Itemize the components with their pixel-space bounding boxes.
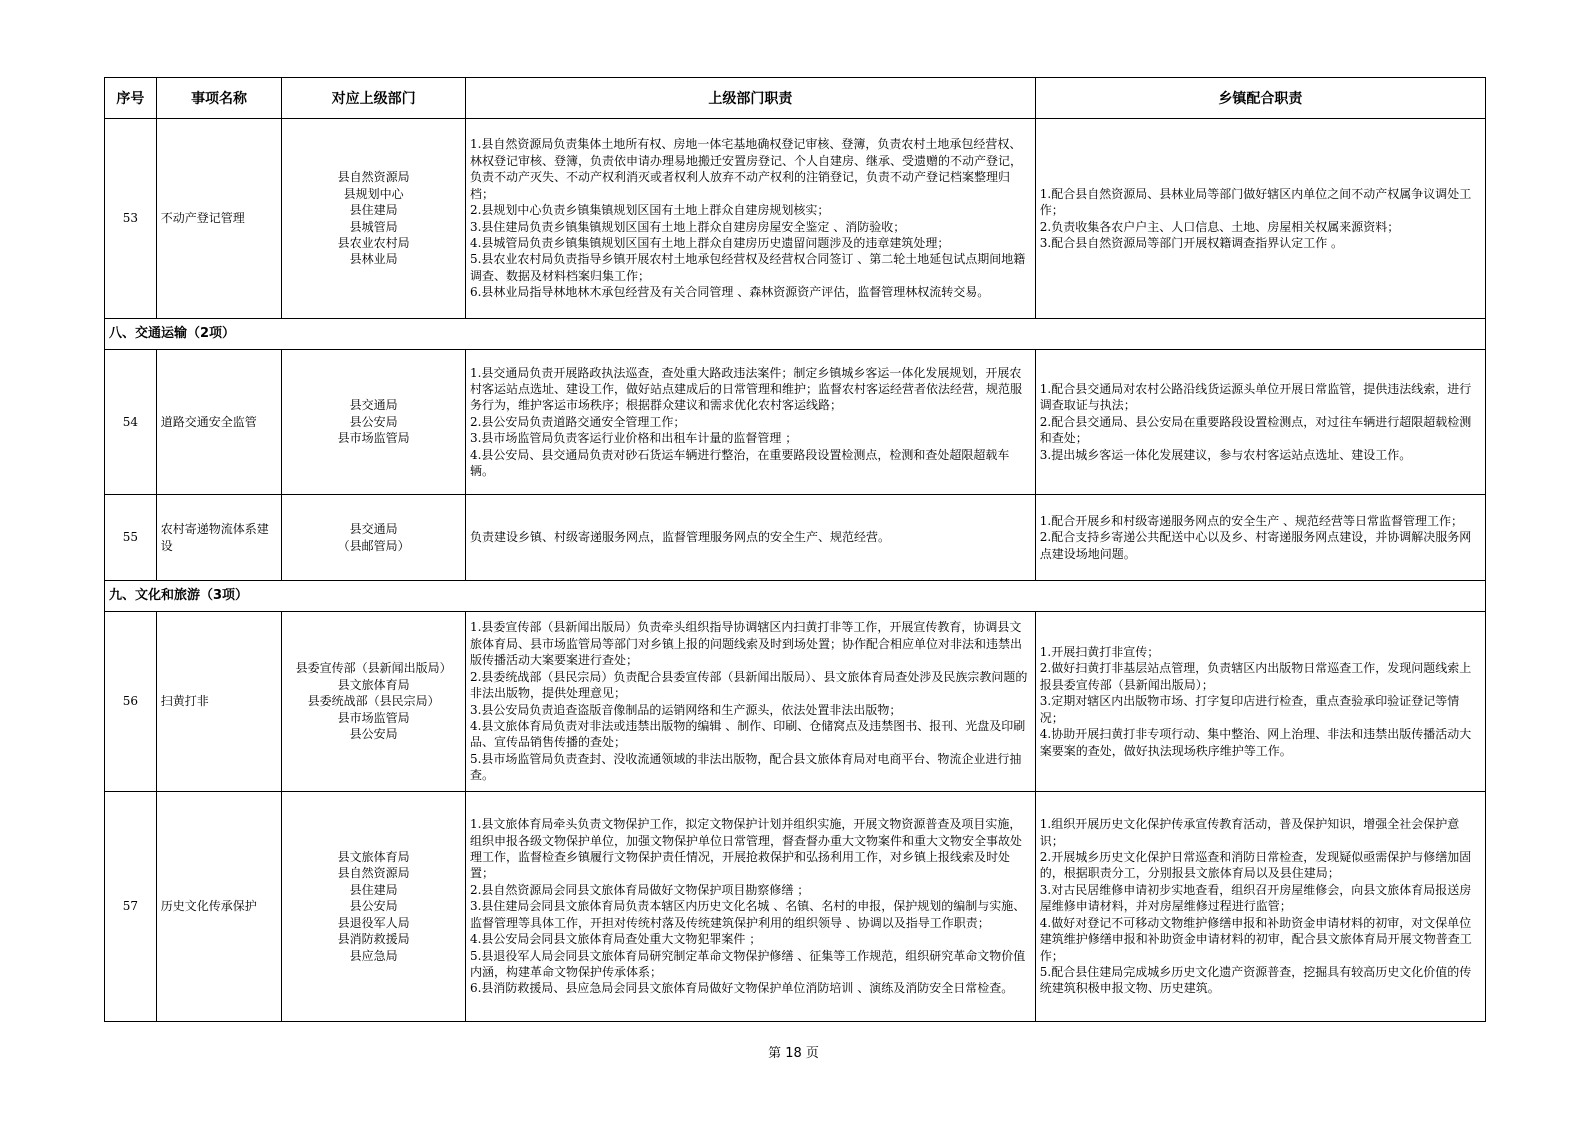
coop-line: 3.对古民居维修申请初步实地查看，组织召开房屋维修会，向县文旅体育局报送房屋维修申请材料，并对房屋维修过程进行监管；	[1039, 882, 1472, 914]
dept-line: 县交通局	[349, 398, 398, 413]
coop-line: 1.配合县自然资源局、县林业局等部门做好辖区内单位之间不动产权属争议调处工作；	[1039, 186, 1472, 218]
coop-line: 2.配合支持乡寄递公共配送中心以及乡、村寄递服务网点建设，并协调解决服务网点建设场地问题。	[1039, 530, 1472, 561]
duty-line: 1.县文旅体育局牵头负责文物保护工作，拟定文物保护计划并组织实施，开展文物资源普查及项目实施，组织申报各级文物保护单位，加强文物保护单位日常管理，督查督办重大文物案件和重大文物安全事故处理工作，监督检查乡镇履行文物保护责任情况，开展抢救保护和弘扬利用工作，对乡镇上报线索及时处置；	[469, 817, 1022, 881]
coop-line: 2.负责收集各农户户主、人口信息、土地、房屋相关权属来源资料；	[1039, 219, 1400, 234]
dept-line: 县规划中心	[343, 186, 404, 201]
section-row	[105, 319, 1486, 350]
coop-line: 5.配合县住建局完成城乡历史文化遗产资源普查，挖掘具有较高历史文化价值的传统建筑积极申报文物、历史建筑。	[1039, 964, 1472, 996]
duty-line: 2.县公安局负责道路交通安全管理工作；	[469, 414, 686, 429]
dept-line: 县市场监管局	[337, 431, 410, 446]
duty-line: 5.县退役军人局会同县文旅体育局研究制定革命文物保护修缮 、征集等工作规范，组织研究革命文物价值内涵，构建革命文物保护传承体系；	[469, 948, 1026, 979]
row-index: 54	[105, 350, 157, 495]
dept-line: 县文旅体育局	[337, 850, 410, 865]
row-index: 57	[105, 792, 157, 1022]
coop-line: 1.开展扫黄打非宣传；	[1039, 645, 1160, 660]
coop-line: 2.做好扫黄打非基层站点管理，负责辖区内出版物日常巡查工作，发现问题线索上报县委宣传部（县新闻出版局）；	[1039, 661, 1472, 692]
duty-line: 3.县住建局会同县文旅体育局负责本辖区内历史文化名城 、名镇、名村的申报，保护规划的编制与实施、监督管理等具体工作，开担对传统村落及传统建筑保护利用的组织领导 、协调以及指导工作职责；	[469, 899, 1026, 930]
duty-line: 6.县消防救援局、县应急局会同县文旅体育局做好文物保护单位消防培训 、演练及消防安全日常检查。	[469, 981, 1014, 996]
dept-line: 县公安局	[349, 414, 398, 429]
coop-line: 2.开展城乡历史文化保护日常巡查和消防日常检查，发现疑似亟需保护与修缮加固的，根据职责分工，分别报县文旅体育局以及县住建局；	[1039, 850, 1472, 881]
duty-line: 2.县规划中心负责乡镇集镇规划区国有土地上群众自建房规划核实；	[469, 203, 830, 218]
item-name: 道路交通安全监管	[156, 350, 282, 495]
duties-table	[104, 77, 1486, 1022]
dept-line: （县邮管局）	[337, 538, 410, 553]
dept-line: 县委统战部（县民宗局）	[307, 694, 440, 709]
duty-line: 负责建设乡镇、村级寄递服务网点，监督管理服务网点的安全生产、规范经营。	[469, 530, 890, 545]
coop-line: 3.提出城乡客运一体化发展建议，参与农村客运站点选址、建设工作。	[1039, 447, 1412, 462]
dept-line: 县住建局	[349, 203, 398, 218]
coop-cell	[1035, 495, 1485, 581]
duties-cell	[465, 612, 1035, 792]
dept-line: 县退役军人局	[337, 915, 410, 930]
duty-line: 3.县公安局负责追查盗版音像制品的运销网络和生产源头，依法处置非法出版物；	[469, 702, 902, 717]
duty-line: 5.县农业农村局负责指导乡镇开展农村土地承包经营权及经营权合同签订 、第二轮土地延包试点期间地籍调查、数据及材料档案归集工作；	[469, 252, 1026, 283]
dept-cell	[282, 495, 466, 581]
dept-line: 县交通局	[349, 522, 398, 537]
duty-line: 1.县交通局负责开展路政执法巡查，查处重大路政违法案件；制定乡镇城乡客运一体化发展规划，开展农村客运站点选址、建设工作，做好站点建成后的日常管理和维护；监督农村客运经营者依法经营，规范服务行为，维护客运市场秩序；根据群众建议和需求优化农村客运线路；	[469, 365, 1022, 413]
header-row	[105, 78, 1486, 119]
duty-line: 4.县公安局、县交通局负责对砂石货运车辆进行整治，在重要路段设置检测点，检测和查处超限超载车辆。	[469, 447, 1010, 479]
dept-line: 县文旅体育局	[337, 677, 410, 692]
dept-line: 县自然资源局	[337, 170, 410, 185]
item-name: 历史文化传承保护	[156, 792, 282, 1022]
table-row	[105, 612, 1486, 792]
dept-line: 县农业农村局	[337, 235, 410, 250]
header-township-duties: 乡镇配合职责	[1035, 78, 1485, 119]
dept-line: 县公安局	[349, 899, 398, 914]
table-row	[105, 119, 1486, 319]
header-item-name: 事项名称	[156, 78, 282, 119]
duty-line: 4.县公安局会同县文旅体育局查处重大文物犯罪案件 ；	[469, 932, 762, 947]
section-title: 八、交通运输（2项）	[105, 319, 1486, 350]
duty-line: 5.县市场监管局负责查封、没收流通领域的非法出版物，配合县文旅体育局对电商平台、物流企业进行抽查。	[469, 751, 1022, 783]
section-title: 九、文化和旅游（3项）	[105, 581, 1486, 612]
section-row	[105, 581, 1486, 612]
coop-line: 3.定期对辖区内出版物市场、打字复印店进行检查，重点查验承印验证登记等情况；	[1039, 694, 1460, 725]
duty-line: 4.县城管局负责乡镇集镇规划区国有土地上群众自建房历史遗留问题涉及的违章建筑处理；	[469, 235, 950, 250]
dept-line: 县林业局	[349, 252, 398, 267]
duties-cell	[465, 792, 1035, 1022]
coop-cell	[1035, 119, 1485, 319]
dept-line: 县公安局	[349, 727, 398, 742]
table-row	[105, 792, 1486, 1022]
dept-cell	[282, 119, 466, 319]
row-index: 53	[105, 119, 157, 319]
dept-line: 县城管局	[349, 219, 398, 234]
coop-cell	[1035, 792, 1485, 1022]
item-name: 扫黄打非	[156, 612, 282, 792]
coop-cell	[1035, 612, 1485, 792]
header-superior-dept: 对应上级部门	[282, 78, 466, 119]
dept-line: 县委宣传部（县新闻出版局）	[295, 661, 452, 676]
duty-line: 2.县委统战部（县民宗局）负责配合县委宣传部（县新闻出版局）、县文旅体育局查处涉及民族宗教问题的非法出版物，提供处理意见；	[469, 669, 1028, 701]
coop-line: 1.组织开展历史文化保护传承宣传教育活动，普及保护知识，增强全社会保护意识；	[1039, 817, 1460, 848]
dept-cell	[282, 612, 466, 792]
dept-line: 县应急局	[349, 948, 398, 963]
row-index: 56	[105, 612, 157, 792]
page-number: 第 18 页	[768, 1046, 819, 1061]
dept-cell	[282, 792, 466, 1022]
dept-cell	[282, 350, 466, 495]
duties-cell	[465, 119, 1035, 319]
dept-line: 县住建局	[349, 882, 398, 897]
coop-cell	[1035, 350, 1485, 495]
coop-line: 4.协助开展扫黄打非专项行动、集中整治、网上治理、非法和违禁出版传播活动大案要案的查处，做好执法现场秩序维护等工作。	[1039, 727, 1472, 758]
coop-line: 2.配合县交通局、县公安局在重要路段设置检测点，对过往车辆进行超限超载检测和查处；	[1039, 414, 1472, 446]
duty-line: 6.县林业局指导林地林木承包经营及有关合同管理 、森林资源资产评估，监督管理林权流转交易。	[469, 285, 990, 300]
dept-line: 县自然资源局	[337, 866, 410, 881]
duty-line: 3.县住建局负责乡镇集镇规划区国有土地上群众自建房房屋安全鉴定 、消防验收；	[469, 219, 906, 234]
dept-line: 县市场监管局	[337, 710, 410, 725]
dept-line: 县消防救援局	[337, 932, 410, 947]
table-row	[105, 350, 1486, 495]
duties-cell	[465, 495, 1035, 581]
coop-line: 1.配合开展乡和村级寄递服务网点的安全生产 、规范经营等日常监督管理工作；	[1039, 513, 1464, 528]
header-index: 序号	[105, 78, 157, 119]
document-page	[104, 77, 1486, 1022]
item-name: 农村寄递物流体系建设	[156, 495, 282, 581]
coop-line: 3.配合县自然资源局等部门开展权籍调查指界认定工作 。	[1039, 235, 1344, 250]
header-superior-duties: 上级部门职责	[465, 78, 1035, 119]
duties-cell	[465, 350, 1035, 495]
table-row	[105, 495, 1486, 581]
duty-line: 2.县自然资源局会同县文旅体育局做好文物保护项目勘察修缮 ；	[469, 882, 810, 897]
item-name: 不动产登记管理	[156, 119, 282, 319]
duty-line: 3.县市场监管局负责客运行业价格和出租车计量的监督管理 ；	[469, 431, 798, 446]
duty-line: 1.县委宣传部（县新闻出版局）负责牵头组织指导协调辖区内扫黄打非等工作，开展宣传教育，协调县文旅体育局、县市场监管局等部门对乡镇上报的问题线索及时到场处置；协作配合相应单位对非法和违禁出版传播活动大案要案进行查处；	[469, 620, 1022, 668]
duty-line: 1.县自然资源局负责集体土地所有权、房地一体宅基地确权登记审核、登簿，负责农村土地承包经营权、林权登记审核、登簿，负责依申请办理易地搬迁安置房登记、个人自建房、继承、受遗赠的不动产登记，负责不动产灭失、不动产权利消灭或者权利人放弃不动产权利的注销登记，负责不动产登记档案整理归档；	[469, 137, 1022, 201]
coop-line: 4.做好对登记不可移动文物维护修缮申报和补助资金申请材料的初审，对文保单位建筑维护修缮申报和补助资金申请材料的初审，配合县文旅体育局开展文物普查工作；	[1039, 915, 1472, 963]
row-index: 55	[105, 495, 157, 581]
coop-line: 1.配合县交通局对农村公路沿线货运源头单位开展日常监管，提供违法线索，进行调查取证与执法；	[1039, 381, 1472, 413]
duty-line: 4.县文旅体育局负责对非法或违禁出版物的编辑 、制作、印刷、仓储窝点及违禁图书、报刊、光盘及印刷品、宣传品销售传播的查处；	[469, 718, 1026, 750]
